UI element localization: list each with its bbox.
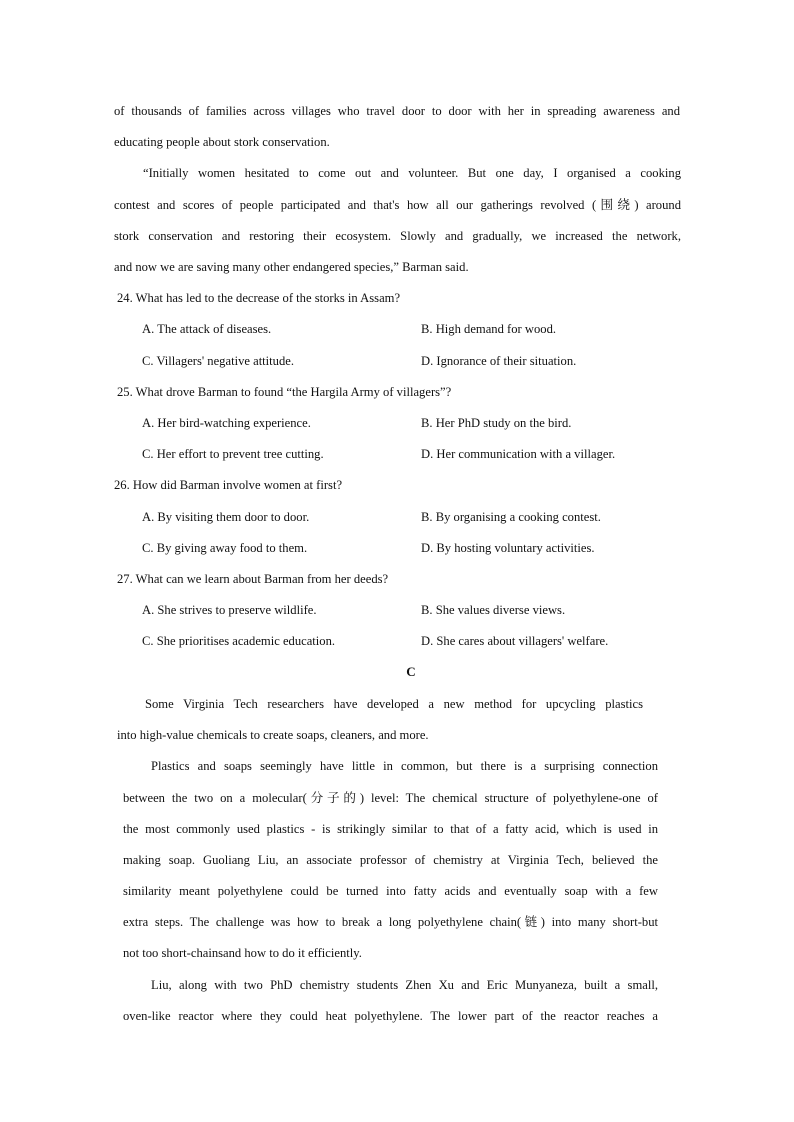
- section-c-line-3: Plastics and soaps seemingly have little in common, but there is a surprising connection: [151, 759, 658, 773]
- passage-b-line-4: contest and scores of people participated and that's how all our gatherings revolved (围绕) around: [114, 198, 681, 212]
- passage-b-line-1: of thousands of families across villages who travel door to door with her in spreading awareness and: [114, 104, 680, 118]
- section-c-line-8: extra steps. The challenge was how to break a long polyethylene chain(链) into many short-but: [123, 915, 658, 929]
- section-c-line-5: the most commonly used plastics - is strikingly similar to that of a fatty acid, which is used in: [123, 822, 658, 836]
- section-c-line-11: oven-like reactor where they could heat polyethylene. The lower part of the reactor reaches a: [123, 1009, 658, 1023]
- section-c-line-7: similarity meant polyethylene could be turned into fatty acids and eventually soap with a few: [123, 884, 658, 898]
- section-c-line-9: not too short-chainsand how to do it efficiently.: [123, 946, 362, 960]
- question-24-stem: 24. What has led to the decrease of the storks in Assam?: [117, 291, 401, 305]
- question-27-option-c: C. She prioritises academic education.: [142, 634, 336, 648]
- question-24-option-b: B. High demand for wood.: [421, 322, 557, 336]
- question-24-option-c: C. Villagers' negative attitude.: [142, 354, 295, 368]
- question-25-option-d: D. Her communication with a villager.: [421, 447, 616, 461]
- section-c-line-10: Liu, along with two PhD chemistry students Zhen Xu and Eric Munyaneza, built a small,: [151, 978, 658, 992]
- question-25-stem: 25. What drove Barman to found “the Hargila Army of villagers”?: [117, 385, 452, 399]
- passage-b-line-2: educating people about stork conservation.: [114, 135, 330, 149]
- question-25-option-a: A. Her bird-watching experience.: [142, 416, 311, 430]
- question-27-option-a: A. She strives to preserve wildlife.: [142, 603, 317, 617]
- question-26-option-c: C. By giving away food to them.: [142, 541, 308, 555]
- section-c-heading: C: [406, 664, 416, 679]
- question-26-option-d: D. By hosting voluntary activities.: [421, 541, 595, 555]
- question-26-option-b: B. By organising a cooking contest.: [421, 510, 601, 524]
- question-26-stem: 26. How did Barman involve women at first?: [114, 478, 343, 492]
- passage-b-line-6: and now we are saving many other endangered species,” Barman said.: [114, 260, 469, 274]
- question-25-option-b: B. Her PhD study on the bird.: [421, 416, 572, 430]
- question-27-stem: 27. What can we learn about Barman from her deeds?: [117, 572, 389, 586]
- section-c-line-1: Some Virginia Tech researchers have developed a new method for upcycling plastics: [145, 697, 643, 711]
- question-25-option-c: C. Her effort to prevent tree cutting.: [142, 447, 324, 461]
- passage-b-line-5: stork conservation and restoring their ecosystem. Slowly and gradually, we increased the network,: [114, 229, 681, 243]
- passage-b-line-3: “Initially women hesitated to come out and volunteer. But one day, I organised a cooking: [143, 166, 681, 180]
- question-27-option-d: D. She cares about villagers' welfare.: [421, 634, 609, 648]
- section-c-line-4: between the two on a molecular(分子的) level: The chemical structure of polyethylene-one of: [123, 791, 658, 805]
- question-24-option-d: D. Ignorance of their situation.: [421, 354, 577, 368]
- question-24-option-a: A. The attack of diseases.: [142, 322, 272, 336]
- section-c-line-2: into high-value chemicals to create soaps, cleaners, and more.: [117, 728, 429, 742]
- question-27-option-b: B. She values diverse views.: [421, 603, 566, 617]
- section-c-line-6: making soap. Guoliang Liu, an associate professor of chemistry at Virginia Tech, believed the: [123, 853, 658, 867]
- question-26-option-a: A. By visiting them door to door.: [142, 510, 310, 524]
